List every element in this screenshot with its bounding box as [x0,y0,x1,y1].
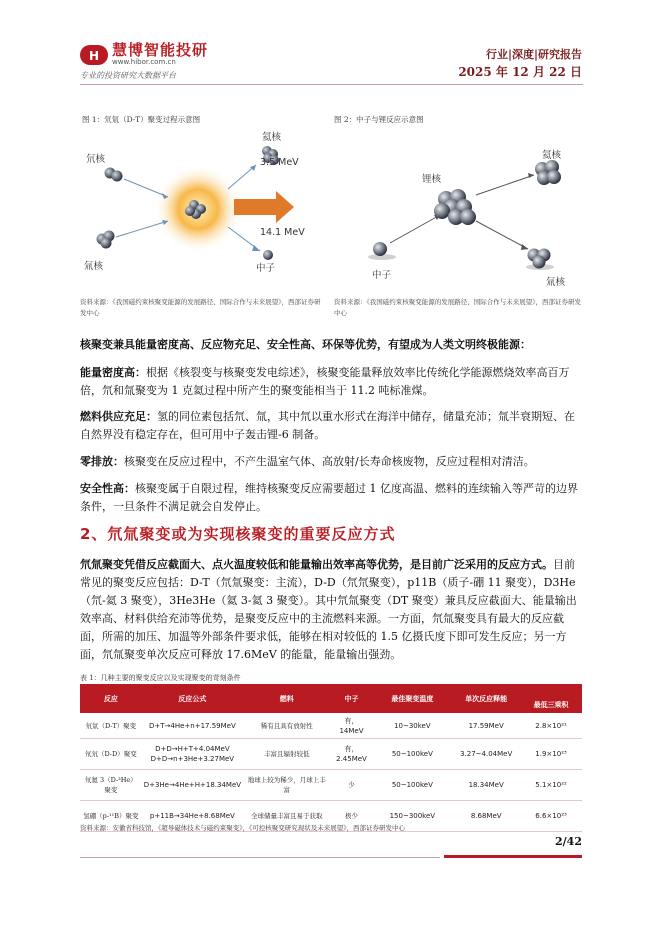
cell-triple-product: 1.9×10²³ [520,739,582,770]
cell-fuel: 稀有且具有放射性 [243,713,330,739]
label-helium-energy: 3.5 MeV [260,157,299,168]
energy-lead: 能量密度高： [80,366,146,379]
cell-reaction: 氘氚（D-T）聚变 [80,713,142,739]
label-neutron-2: 中子 [372,270,392,281]
safety-paragraph [80,480,583,516]
report-type: 行业|深度|研究报告 [485,48,582,61]
cell-reaction: 氘氘（D-D）聚变 [80,739,142,770]
safety-body: 核聚变属于自限过程，维持核聚变反应需要超过 1 亿度高温、燃料的连续输入等严苛的边界条件，一旦条件不满足就会自发停止。 [80,482,578,513]
cell-formula: p+11B→34He+8.68MeV [142,801,243,832]
emission-body: 核聚变在反应过程中，不产生温室气体、高放射/长寿命核废物，反应过程相对清洁。 [124,455,535,468]
header-divider [80,84,583,85]
fuel-lead: 燃料供应充足： [80,410,157,423]
cell-energy: 17.59MeV [452,713,520,739]
cell-energy: 8.68MeV [452,801,520,832]
fuel-supply-paragraph [80,408,583,444]
cell-formula [142,739,243,770]
col-reaction: 反应 [80,684,142,713]
label-helium: 氦核 [262,132,282,143]
page-number: 2/42 [555,835,582,848]
table-header-row [80,684,582,713]
label-deuterium: 氘核 [86,154,106,165]
label-helium-2: 氦核 [542,150,562,161]
label-lithium: 锂核 [422,174,442,185]
col-temperature: 最佳聚变温度 [372,684,452,713]
figure-2-source: 资料来源：《我国磁约束核聚变能源的发展路径、国际合作与未来展望》，西部证券研发中心 [334,298,581,317]
col-formula: 反应公式 [142,684,243,713]
col-neutron: 中子 [331,684,373,713]
table-row [80,713,582,739]
cell-temperature: 50~100keV [372,739,452,770]
cell-reaction: 氘氦 3（D-³He）聚变 [80,770,142,801]
cell-reaction: 氢硼（p-¹¹B）聚变 [80,801,142,832]
cell-neutron: 极少 [331,801,373,832]
footer-divider [80,857,440,858]
label-neutron: 中子 [256,263,276,274]
cell-neutron: 有，2.45MeV [331,739,373,770]
cell-temperature: 150~300keV [372,801,452,832]
emission-lead: 零排放： [80,455,124,468]
cell-neutron: 有，14MeV [331,713,373,739]
cell-neutron: 少 [331,770,373,801]
cell-energy: 18.34MeV [452,770,520,801]
cell-triple-product: 5.1×10²² [520,770,582,801]
col-triple-product: 最低三乘积 [520,684,582,713]
svg-text:H: H [88,49,100,63]
cell-fuel: 丰富且辐射较低 [243,739,330,770]
table-row [80,770,582,801]
label-tritium: 氚核 [84,261,104,272]
cell-triple-product: 2.8×10²¹ [520,713,582,739]
brand-slogan: 专业的投资研究大数据平台 [80,71,176,80]
cell-fuel: 地球上较为稀少，月球上丰富 [243,770,330,801]
figure-1-title: 图 1：氘氚（D-T）聚变过程示意图 [82,115,201,124]
section-paragraph [80,556,583,664]
col-fuel: 燃料 [243,684,330,713]
table-title: 表 1：几种主要的聚变反应以及实现聚变的苛刻条件 [80,674,241,682]
report-date: 2025 年 12 月 22 日 [458,65,582,79]
zero-emission-paragraph [80,453,583,471]
figure-2-title: 图 2：中子与锂反应示意图 [334,115,424,124]
section-heading: 2、氘氚聚变或为实现核聚变的重要反应方式 [80,525,396,543]
brand-url: www.hibor.com.cn [112,58,176,66]
formula-line: D+D→H+T+4.04MeV [155,745,230,753]
cell-triple-product: 6.6×10²³ [520,801,582,832]
section-lead: 氘氚聚变凭借反应截面大、点火温度较低和能量输出效率高等优势，是目前广泛采用的反应方式。 [80,558,553,571]
dt-fusion-illustration [80,127,318,292]
energy-body: 根据《核裂变与核聚变发电综述》，核聚变能量释放效率比传统化学能源燃烧效率高百万倍，氘和氚聚变为 1 克氦过程中所产生的聚变能相当于 11.2 吨标准煤。 [80,366,570,397]
figure-2-diagram [334,127,582,292]
figure-1-diagram [80,127,318,292]
cell-temperature: 50~100keV [372,770,452,801]
label-neutron-energy: 14.1 MeV [260,227,305,238]
label-tritium-2: 氚核 [546,277,566,288]
energy-density-paragraph [80,364,583,400]
cell-energy: 3.27~4.04MeV [452,739,520,770]
table-row [80,739,582,770]
fuel-body: 氢的同位素包括氘、氚，其中氘以重水形式在海洋中储存，储量充沛；氚半衰期短、在自然界没有稳定存在，但可用中子轰击锂-6 制备。 [80,410,575,441]
cell-fuel: 全球储量丰富且易于获取 [243,801,330,832]
formula-line: D+D→n+3He+3.27MeV [150,755,235,763]
col-energy: 单次反应释能 [452,684,520,713]
intro-paragraph: 核聚变兼具能量密度高、反应物充足、安全性高、环保等优势，有望成为人类文明终极能源： [80,338,531,351]
fusion-reactions-table [80,684,582,832]
footer-accent-bar [444,855,582,858]
cell-formula: D+T→4He+n+17.59MeV [142,713,243,739]
brand-logo-icon [80,43,108,67]
table-source: 资料来源：安徽省科技馆，《超导磁体技术与磁约束聚变》，《可控核聚变研究现状及未来展望》，西部证券研发中心 [80,824,405,832]
brand-name: 慧博智能投研 [112,41,209,59]
cell-formula: D+3He→4He+H+18.34MeV [142,770,243,801]
figure-1-source: 资料来源：《我国磁约束核聚变能源的发展路径、国际合作与未来展望》，西部证券研发中心 [80,298,321,317]
section-body: 目前常见的聚变反应包括：D-T（氘氚聚变：主流），D-D（氘氘聚变），p11B（质子-硼 11 聚变），D3He（氘-氦 3 聚变），3He3He（氦 3-氦 3 聚变）。其中氘氚聚变（DT 聚变）兼具反应截面大、能量输出效率高、材料供给充沛等优势，是聚变反应中的主流燃料来源。一方面，氘氚聚变具有最大的反应截面，所需的加压、加温等外部条件要求低，能够在相对较低的 1.5 亿摄氏度下即可发生反应；另一方面，氘氚聚变单次反应可释放 17.6MeV 的能量，能量输出强劲。 [80,558,577,661]
cell-temperature: 10~30keV [372,713,452,739]
safety-lead: 安全性高： [80,482,135,495]
